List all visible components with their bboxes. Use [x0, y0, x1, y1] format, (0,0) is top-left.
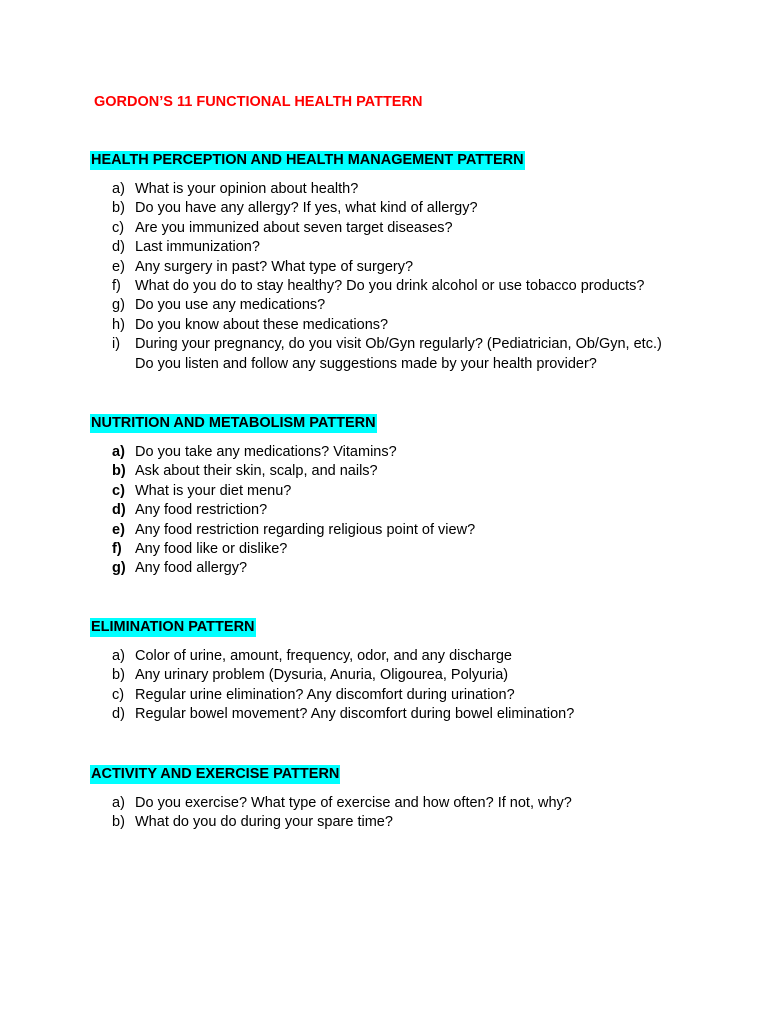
list-marker: c): [112, 482, 125, 499]
list-item: [90, 647, 730, 666]
question-text: Last immunization?: [135, 239, 260, 256]
section-nutrition-metabolism: [90, 414, 730, 579]
list-item: [90, 180, 730, 199]
question-text: Regular urine elimination? Any discomfort during urination?: [135, 686, 515, 703]
question-text: Any food restriction regarding religious point of view?: [135, 521, 476, 538]
list-item: [90, 238, 730, 257]
list-marker: c): [112, 686, 125, 703]
list-marker: d): [112, 239, 125, 256]
list-item: [90, 705, 730, 724]
list-marker: e): [112, 258, 125, 275]
section-elimination: [90, 618, 730, 725]
question-text: Regular bowel movement? Any discomfort during bowel elimination?: [135, 706, 575, 723]
list-marker: d): [112, 502, 126, 519]
list-marker: h): [112, 316, 125, 333]
question-text: Ask about their skin, scalp, and nails?: [135, 463, 378, 480]
question-text: Any food restriction?: [135, 502, 268, 519]
list-item: [90, 666, 730, 685]
list-marker: f): [112, 541, 122, 558]
list-item: [90, 443, 730, 462]
list-marker: a): [112, 648, 125, 664]
question-text: Color of urine, amount, frequency, odor, and any discharge: [135, 648, 512, 664]
list-marker: i): [112, 336, 121, 353]
list-item: [90, 296, 730, 315]
list-marker: e): [112, 521, 125, 538]
list-item: [90, 813, 730, 832]
list-marker: a): [112, 444, 125, 460]
list-marker: b): [112, 814, 125, 831]
section-heading: HEALTH PERCEPTION AND HEALTH MANAGEMENT PATTERN: [91, 152, 524, 168]
list-marker: b): [112, 463, 126, 480]
list-item: [90, 794, 730, 813]
question-text: What do you do during your spare time?: [135, 814, 393, 831]
list-item: [90, 540, 730, 559]
question-text: Do you know about these medications?: [135, 316, 389, 333]
question-text: Any food allergy?: [135, 560, 248, 577]
question-text: Any food like or dislike?: [135, 541, 288, 558]
section-heading: ELIMINATION PATTERN: [91, 619, 255, 635]
question-text: What do you do to stay healthy? Do you drink alcohol or use tobacco products?: [135, 278, 645, 295]
question-text: Any surgery in past? What type of surgery?: [135, 258, 414, 275]
list-item: [90, 462, 730, 481]
list-marker: g): [112, 560, 126, 577]
list-marker: a): [112, 795, 125, 811]
list-item: [90, 686, 730, 705]
list-item: [90, 199, 730, 218]
list-marker: d): [112, 706, 125, 723]
list-item: [90, 335, 730, 374]
question-list: [90, 443, 730, 579]
list-item: [90, 501, 730, 520]
question-text: During your pregnancy, do you visit Ob/Gyn regularly? (Pediatrician, Ob/Gyn, etc.) Do you listen and follow any suggestions made by your health provider?: [135, 336, 662, 372]
list-marker: c): [112, 219, 125, 236]
question-list: [90, 647, 730, 725]
question-text: What is your opinion about health?: [135, 181, 359, 197]
list-item: [90, 277, 730, 296]
list-marker: b): [112, 200, 125, 217]
question-text: Do you use any medications?: [135, 297, 326, 314]
question-text: Do you exercise? What type of exercise and how often? If not, why?: [135, 795, 572, 811]
question-text: What is your diet menu?: [135, 482, 292, 499]
list-marker: b): [112, 667, 125, 684]
question-text: Any urinary problem (Dysuria, Anuria, Oligourea, Polyuria): [135, 667, 509, 684]
question-text: Are you immunized about seven target diseases?: [135, 219, 453, 236]
question-list: [90, 794, 730, 833]
list-item: [90, 521, 730, 540]
list-item: [90, 559, 730, 578]
section-heading: ACTIVITY AND EXERCISE PATTERN: [91, 766, 340, 782]
question-text: Do you take any medications? Vitamins?: [135, 444, 397, 460]
question-text: Do you have any allergy? If yes, what kind of allergy?: [135, 200, 478, 217]
section-health-perception: [90, 151, 730, 374]
section-heading: NUTRITION AND METABOLISM PATTERN: [91, 415, 376, 431]
question-list: [90, 180, 730, 374]
list-item: [90, 219, 730, 238]
list-item: [90, 258, 730, 277]
list-item: [90, 482, 730, 501]
document-title: GORDON’S 11 FUNCTIONAL HEALTH PATTERN: [94, 94, 423, 110]
list-marker: a): [112, 181, 125, 197]
list-item: [90, 316, 730, 335]
section-activity-exercise: [90, 765, 730, 833]
list-marker: f): [112, 278, 121, 295]
list-marker: g): [112, 297, 125, 314]
